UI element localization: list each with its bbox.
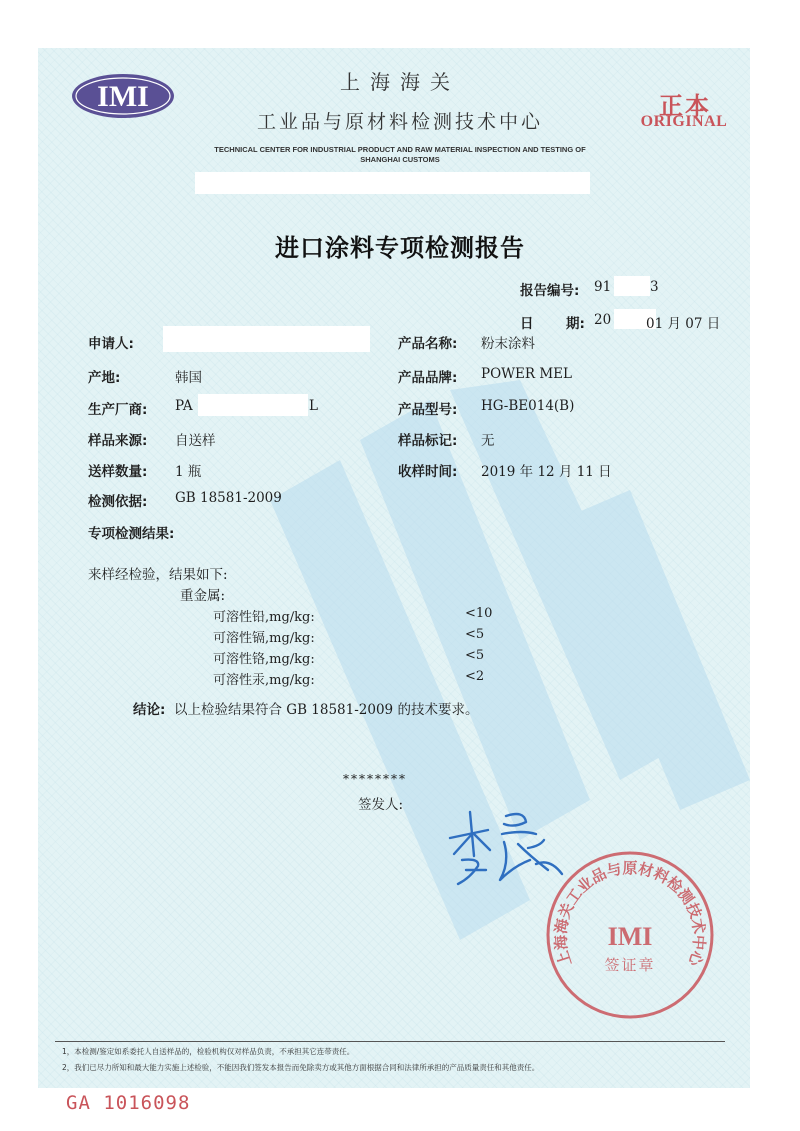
manufacturer-value-end: L [309,398,318,414]
logo-text: IMI [97,80,149,113]
test-basis-label: 检测依据: [88,494,148,510]
footer-divider [55,1041,725,1042]
report-date-label-1: 日 [520,316,534,332]
origin-value: 韩国 [175,370,202,386]
result-row-value: <5 [465,648,485,663]
original-stamp-en: ORIGINAL [640,113,728,130]
report-number-start: 91 [594,279,612,295]
seal-logo-text: IMI [607,922,653,951]
footer-note-1: 1，本检测/鉴定如系委托人自送样品的，检验机构仅对样品负责，不承担其它连带责任。 [62,1047,355,1056]
signer-label: 签发人: [358,797,404,813]
sample-mark-value: 无 [481,433,495,449]
result-row-value: <2 [465,669,485,684]
sample-source-value: 自送样 [175,433,216,449]
result-row-name: 可溶性汞,mg/kg: [213,673,315,688]
footer-note-2: 2，我们已尽力所知和最大能力实施上述检验，不能因我们签发本报告而免除卖方或其他方面根据合同和法律所承担的产品质量责任和其他责任。 [62,1063,540,1072]
report-date-end: 01 月 07 日 [646,316,721,332]
serial-number: GA 1016098 [66,1092,191,1114]
receive-time-label: 收样时间: [398,464,458,480]
report-date-start: 20 [594,312,612,328]
stars-separator: ******** [343,772,407,786]
results-intro: 来样经检验，结果如下: [88,567,228,583]
result-row-value: <5 [465,627,485,642]
product-model-label: 产品型号: [398,402,458,418]
redacted-applicant [163,326,370,352]
result-row-value: <10 [465,606,493,621]
report-number-label: 报告编号: [520,283,580,299]
manufacturer-value-start: PA [175,398,193,414]
redacted-report-number [614,276,650,296]
result-row-name: 可溶性镉,mg/kg: [213,631,315,646]
results-group: 重金属: [180,588,226,604]
redacted-manufacturer [198,394,308,416]
product-brand-label: 产品品牌: [398,370,458,386]
result-row-name: 可溶性铬,mg/kg: [213,652,315,667]
product-name-value: 粉末涂料 [481,336,535,352]
report-date-label-2: 期: [566,316,585,332]
seal-center-text: 签证章 [604,956,656,974]
product-brand-value: POWER MEL [481,366,572,382]
result-row-name: 可溶性铅,mg/kg: [213,610,315,625]
test-basis-value: GB 18581-2009 [175,490,282,506]
applicant-label: 申请人: [88,336,134,352]
origin-label: 产地: [88,370,121,386]
header-title-en: TECHNICAL CENTER FOR INDUSTRIAL PRODUCT AND RAW MATERIAL INSPECTION AND TESTING OF SHANGHAI CUSTOMS [214,145,586,164]
header-title-line2: 工业品与原材料检测技术中心 [256,111,543,133]
conclusion-label: 结论: [133,702,166,718]
sample-qty-label: 送样数量: [88,464,148,480]
redacted-block [195,172,590,194]
header-title-line1: 上海海关 [340,70,460,94]
original-stamp-cn: 正本 [659,91,711,120]
official-seal [545,850,715,1020]
manufacturer-label: 生产厂商: [88,402,148,418]
product-name-label: 产品名称: [398,336,458,352]
sample-source-label: 样品来源: [88,433,148,449]
product-model-value: HG-BE014(B) [481,398,575,414]
seal-ring-text: 上海海关工业品与原材料检测技术中心 [551,859,709,969]
report-number-end: 3 [650,279,659,295]
conclusion-text: 以上检验结果符合 GB 18581-2009 的技术要求。 [174,702,479,718]
report-title: 进口涂料专项检测报告 [275,233,525,262]
receive-time-value: 2019 年 12 月 11 日 [481,464,612,480]
results-heading: 专项检测结果: [88,526,175,542]
sample-mark-label: 样品标记: [398,433,458,449]
sample-qty-value: 1 瓶 [175,464,202,480]
